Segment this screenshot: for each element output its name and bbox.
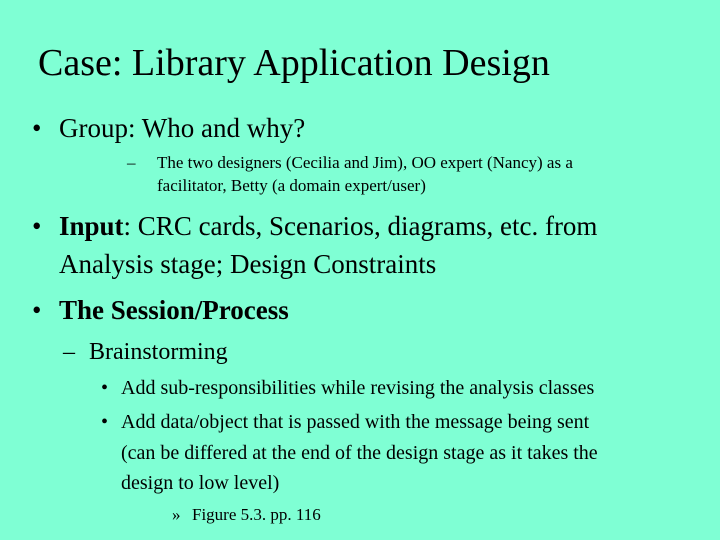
bullet-input-text: : CRC cards, Scenarios, diagrams, etc. from	[123, 211, 598, 241]
bullet-input-line-2: Analysis stage; Design Constraints	[59, 249, 437, 279]
group-detail-line-1: The two designers (Cecilia and Jim), OO expert (Nancy) as a	[157, 153, 573, 172]
bullet-input	[59, 209, 597, 243]
bullet-marker: •	[32, 295, 42, 325]
slide-title: Case: Library Application Design	[38, 42, 550, 84]
bullet-marker: •	[32, 211, 42, 241]
dash-marker: –	[127, 153, 136, 172]
sub-resp-line: Add sub-responsibilities while revising the analysis classes	[121, 377, 595, 399]
bullet-marker: •	[101, 411, 109, 433]
bullet-session	[59, 293, 289, 327]
group-detail-line-2: facilitator, Betty (a domain expert/user)	[157, 176, 426, 195]
bullet-group: Group: Who and why?	[59, 113, 306, 143]
data-object-line-2: (can be differed at the end of the design stage as it takes the	[121, 442, 598, 464]
data-object-line-1: Add data/object that is passed with the message being sent	[121, 411, 590, 433]
bullet-marker: •	[32, 113, 42, 143]
figure-reference: Figure 5.3. pp. 116	[192, 505, 321, 524]
chevron-marker: »	[172, 505, 181, 524]
bullet-marker: •	[101, 377, 109, 399]
bullet-session-bold: The Session/Process	[59, 295, 289, 325]
bullet-input-bold: Input	[59, 211, 124, 241]
data-object-line-3: design to low level)	[121, 472, 280, 494]
brainstorming-label: Brainstorming	[89, 339, 228, 365]
dash-marker: –	[63, 339, 75, 365]
